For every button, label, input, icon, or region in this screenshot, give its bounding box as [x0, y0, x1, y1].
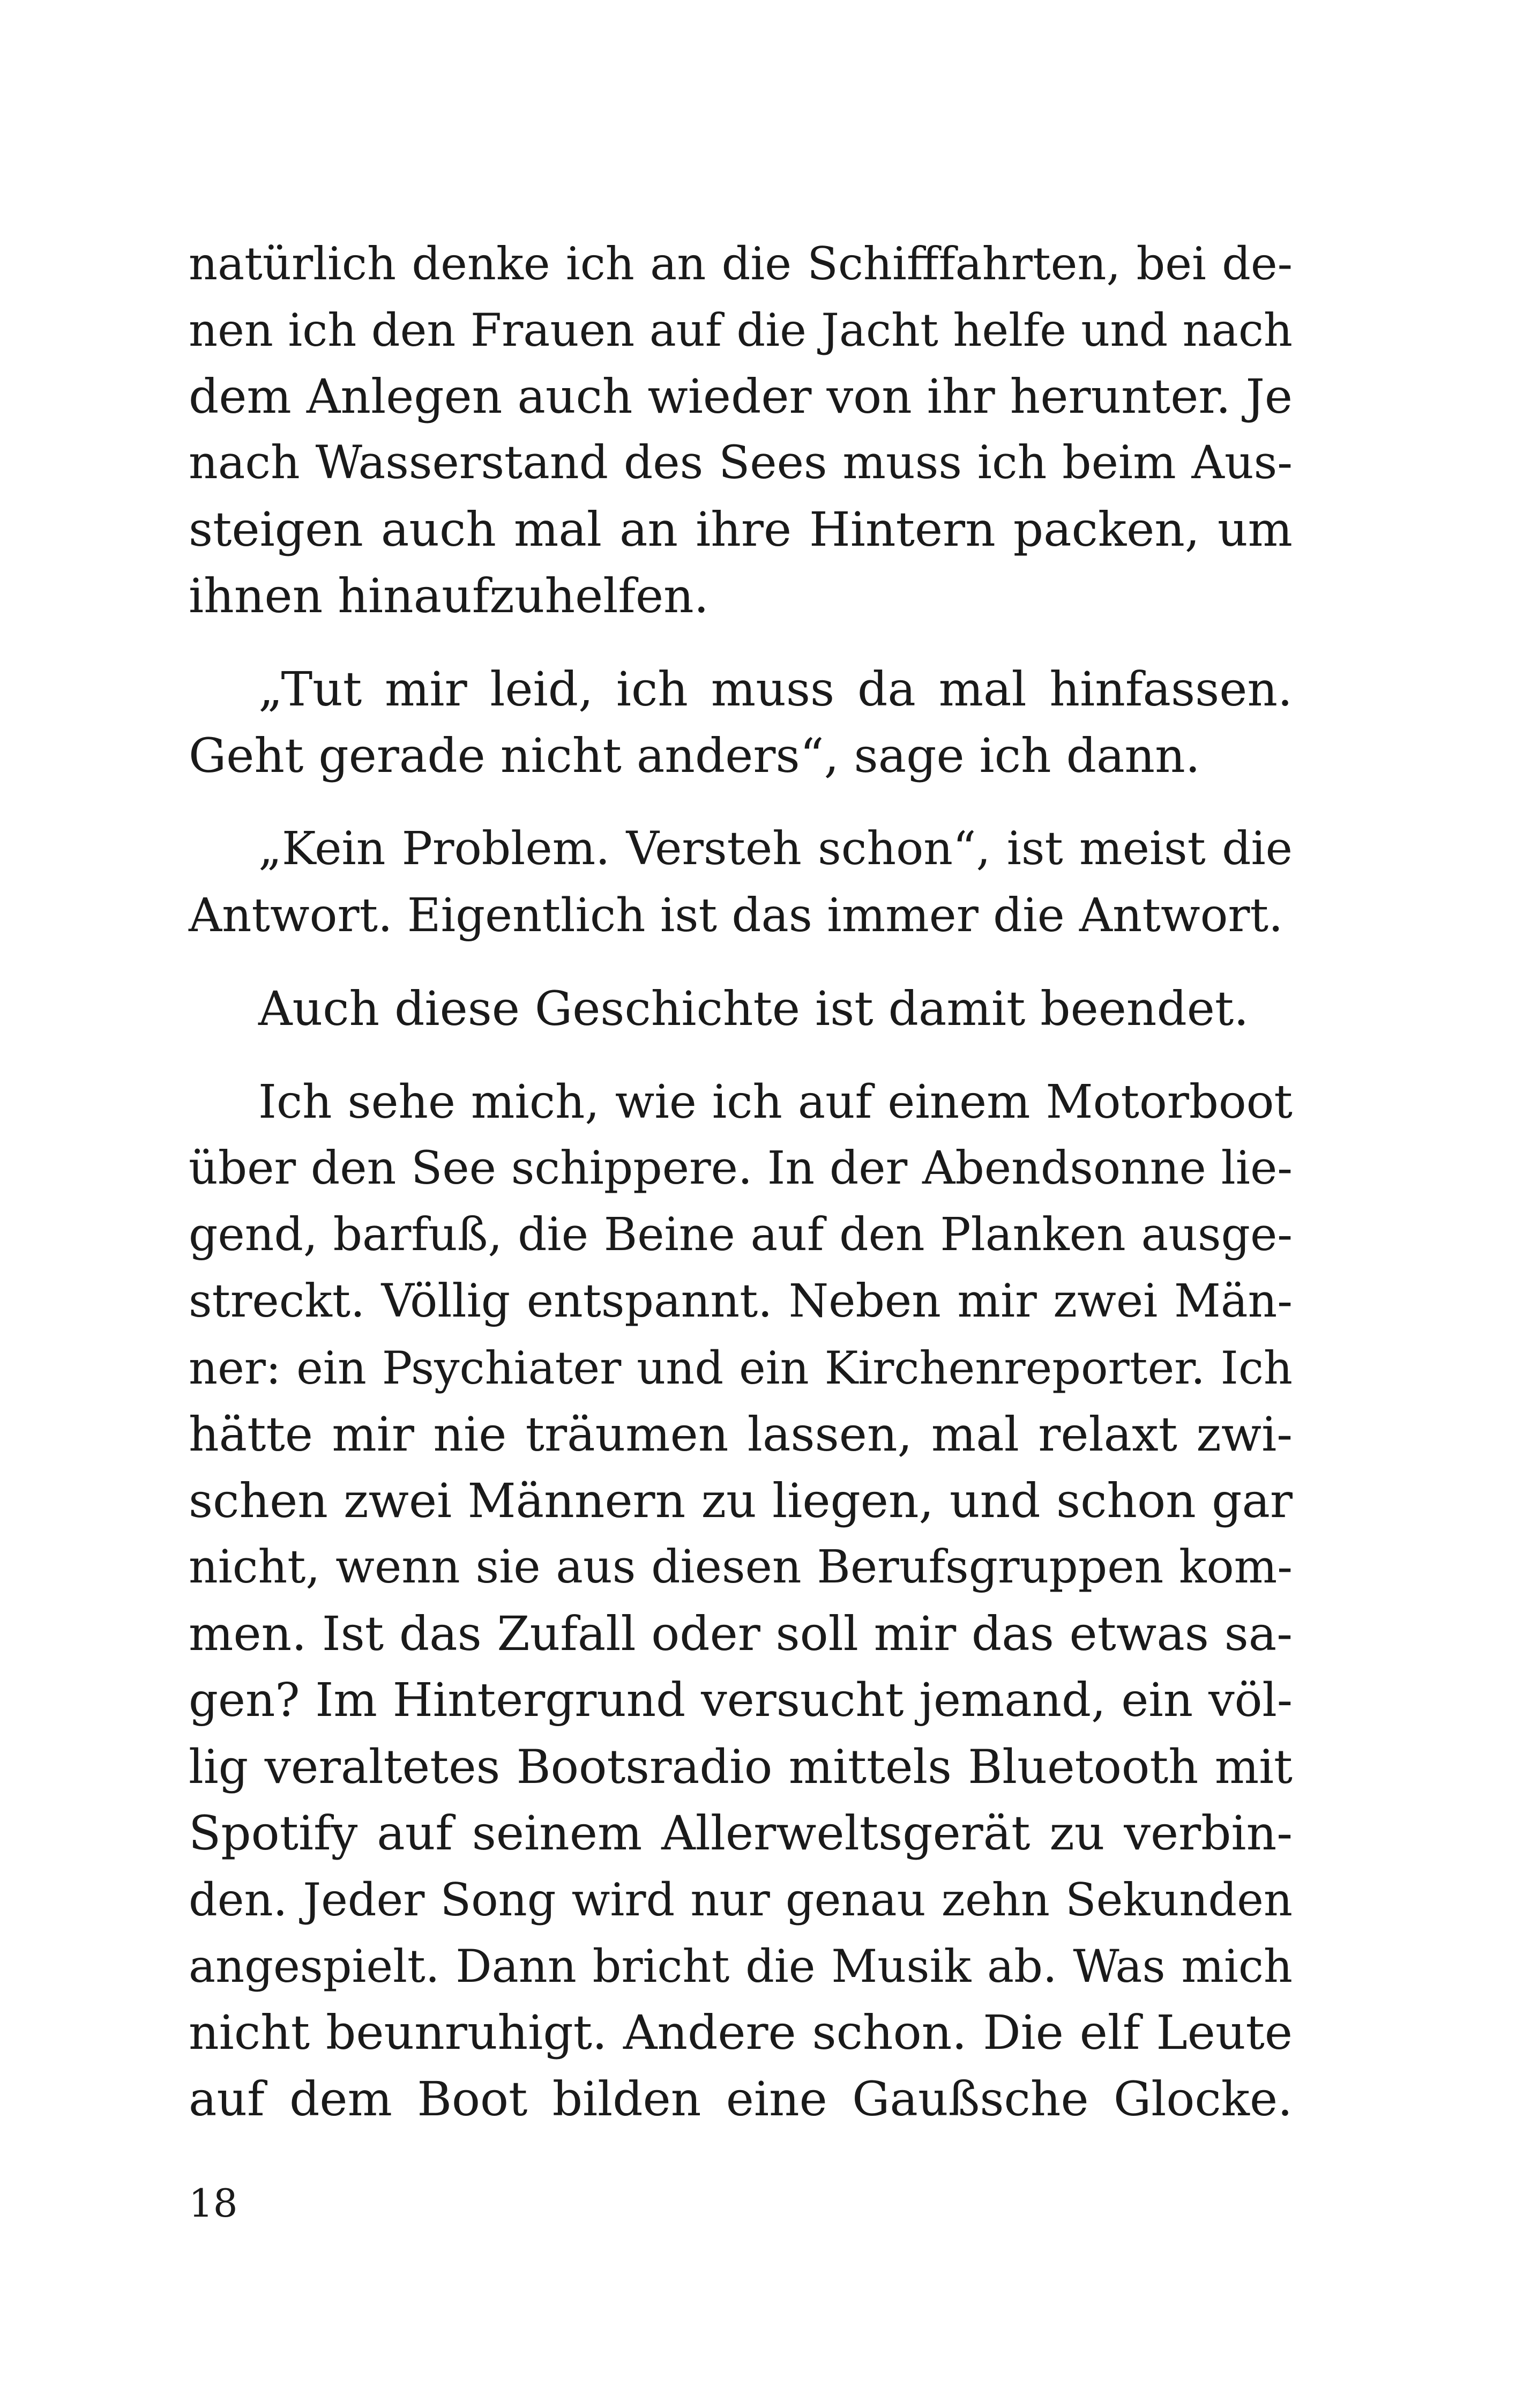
paragraph — [189, 231, 1293, 629]
paragraph-spacing — [189, 949, 1293, 976]
paragraph — [189, 656, 1293, 789]
text-line: streckt. Völlig entspannt. Neben mir zwei Män- — [189, 1275, 1293, 1328]
text-line: Antwort. Eigentlich ist das immer die Antwort. — [189, 889, 1283, 942]
text-line: den. Jeder Song wird nur genau zehn Sekunden — [189, 1874, 1293, 1926]
body-text — [189, 231, 1293, 2132]
text-line: schen zwei Männern zu liegen, und schon gar — [189, 1473, 1293, 1528]
text-line: dem Anlegen auch wieder von ihr herunter. Je — [189, 369, 1293, 424]
text-line: nen ich den Frauen auf die Jacht helfe und nach — [189, 304, 1293, 356]
text-line: ihnen hinaufzuhelfen. — [189, 568, 709, 623]
text-line: men. Ist das Zufall oder soll mir das etwas sa- — [189, 1606, 1293, 1661]
text-line: nicht beunruhigt. Andere schon. Die elf Leute — [189, 2005, 1293, 2060]
text-line: „Tut mir leid, ich muss da mal hinfassen. — [258, 662, 1293, 717]
text-line: auf dem Boot bilden eine Gaußsche Glocke. — [189, 2071, 1293, 2127]
text-line: Auch diese Geschichte ist damit beendet. — [258, 981, 1249, 1036]
text-line: nach Wasserstand des Sees muss ich beim Aus- — [189, 436, 1293, 489]
text-line: natürlich denke ich an die Schifffahrten, bei de- — [189, 237, 1293, 290]
page-number: 18 — [189, 2181, 238, 2226]
paragraph-spacing — [189, 789, 1293, 816]
text-line: gen? Im Hintergrund versucht jemand, ein völ- — [189, 1674, 1293, 1727]
paragraph-spacing — [189, 1042, 1293, 1069]
text-line: Spotify auf seinem Allerweltsgerät zu verbin- — [189, 1805, 1293, 1861]
paragraph — [189, 1069, 1293, 2132]
text-line: lig veraltetes Bootsradio mittels Bluetooth mit — [189, 1740, 1293, 1794]
text-line: gend, barfuß, die Beine auf den Planken ausge- — [189, 1208, 1293, 1261]
text-line: Geht gerade nicht anders“, sage ich dann. — [189, 728, 1200, 783]
paragraph-spacing — [189, 629, 1293, 656]
text-line: nicht, wenn sie aus diesen Berufsgruppen kom- — [189, 1541, 1293, 1594]
text-line: über den See schippere. In der Abendsonne lie- — [189, 1142, 1293, 1195]
text-line: Ich sehe mich, wie ich auf einem Motorboot — [258, 1075, 1293, 1129]
paragraph — [189, 976, 1293, 1042]
text-line: hätte mir nie träumen lassen, mal relaxt zwi- — [189, 1407, 1293, 1462]
text-line: „Kein Problem. Versteh schon“, ist meist die — [258, 822, 1293, 875]
paragraph — [189, 816, 1293, 949]
text-line: steigen auch mal an ihre Hintern packen, um — [189, 502, 1293, 557]
text-line: angespielt. Dann bricht die Musik ab. Was mich — [189, 1940, 1293, 1993]
text-line: ner: ein Psychiater und ein Kirchenreporter. Ich — [189, 1342, 1293, 1394]
